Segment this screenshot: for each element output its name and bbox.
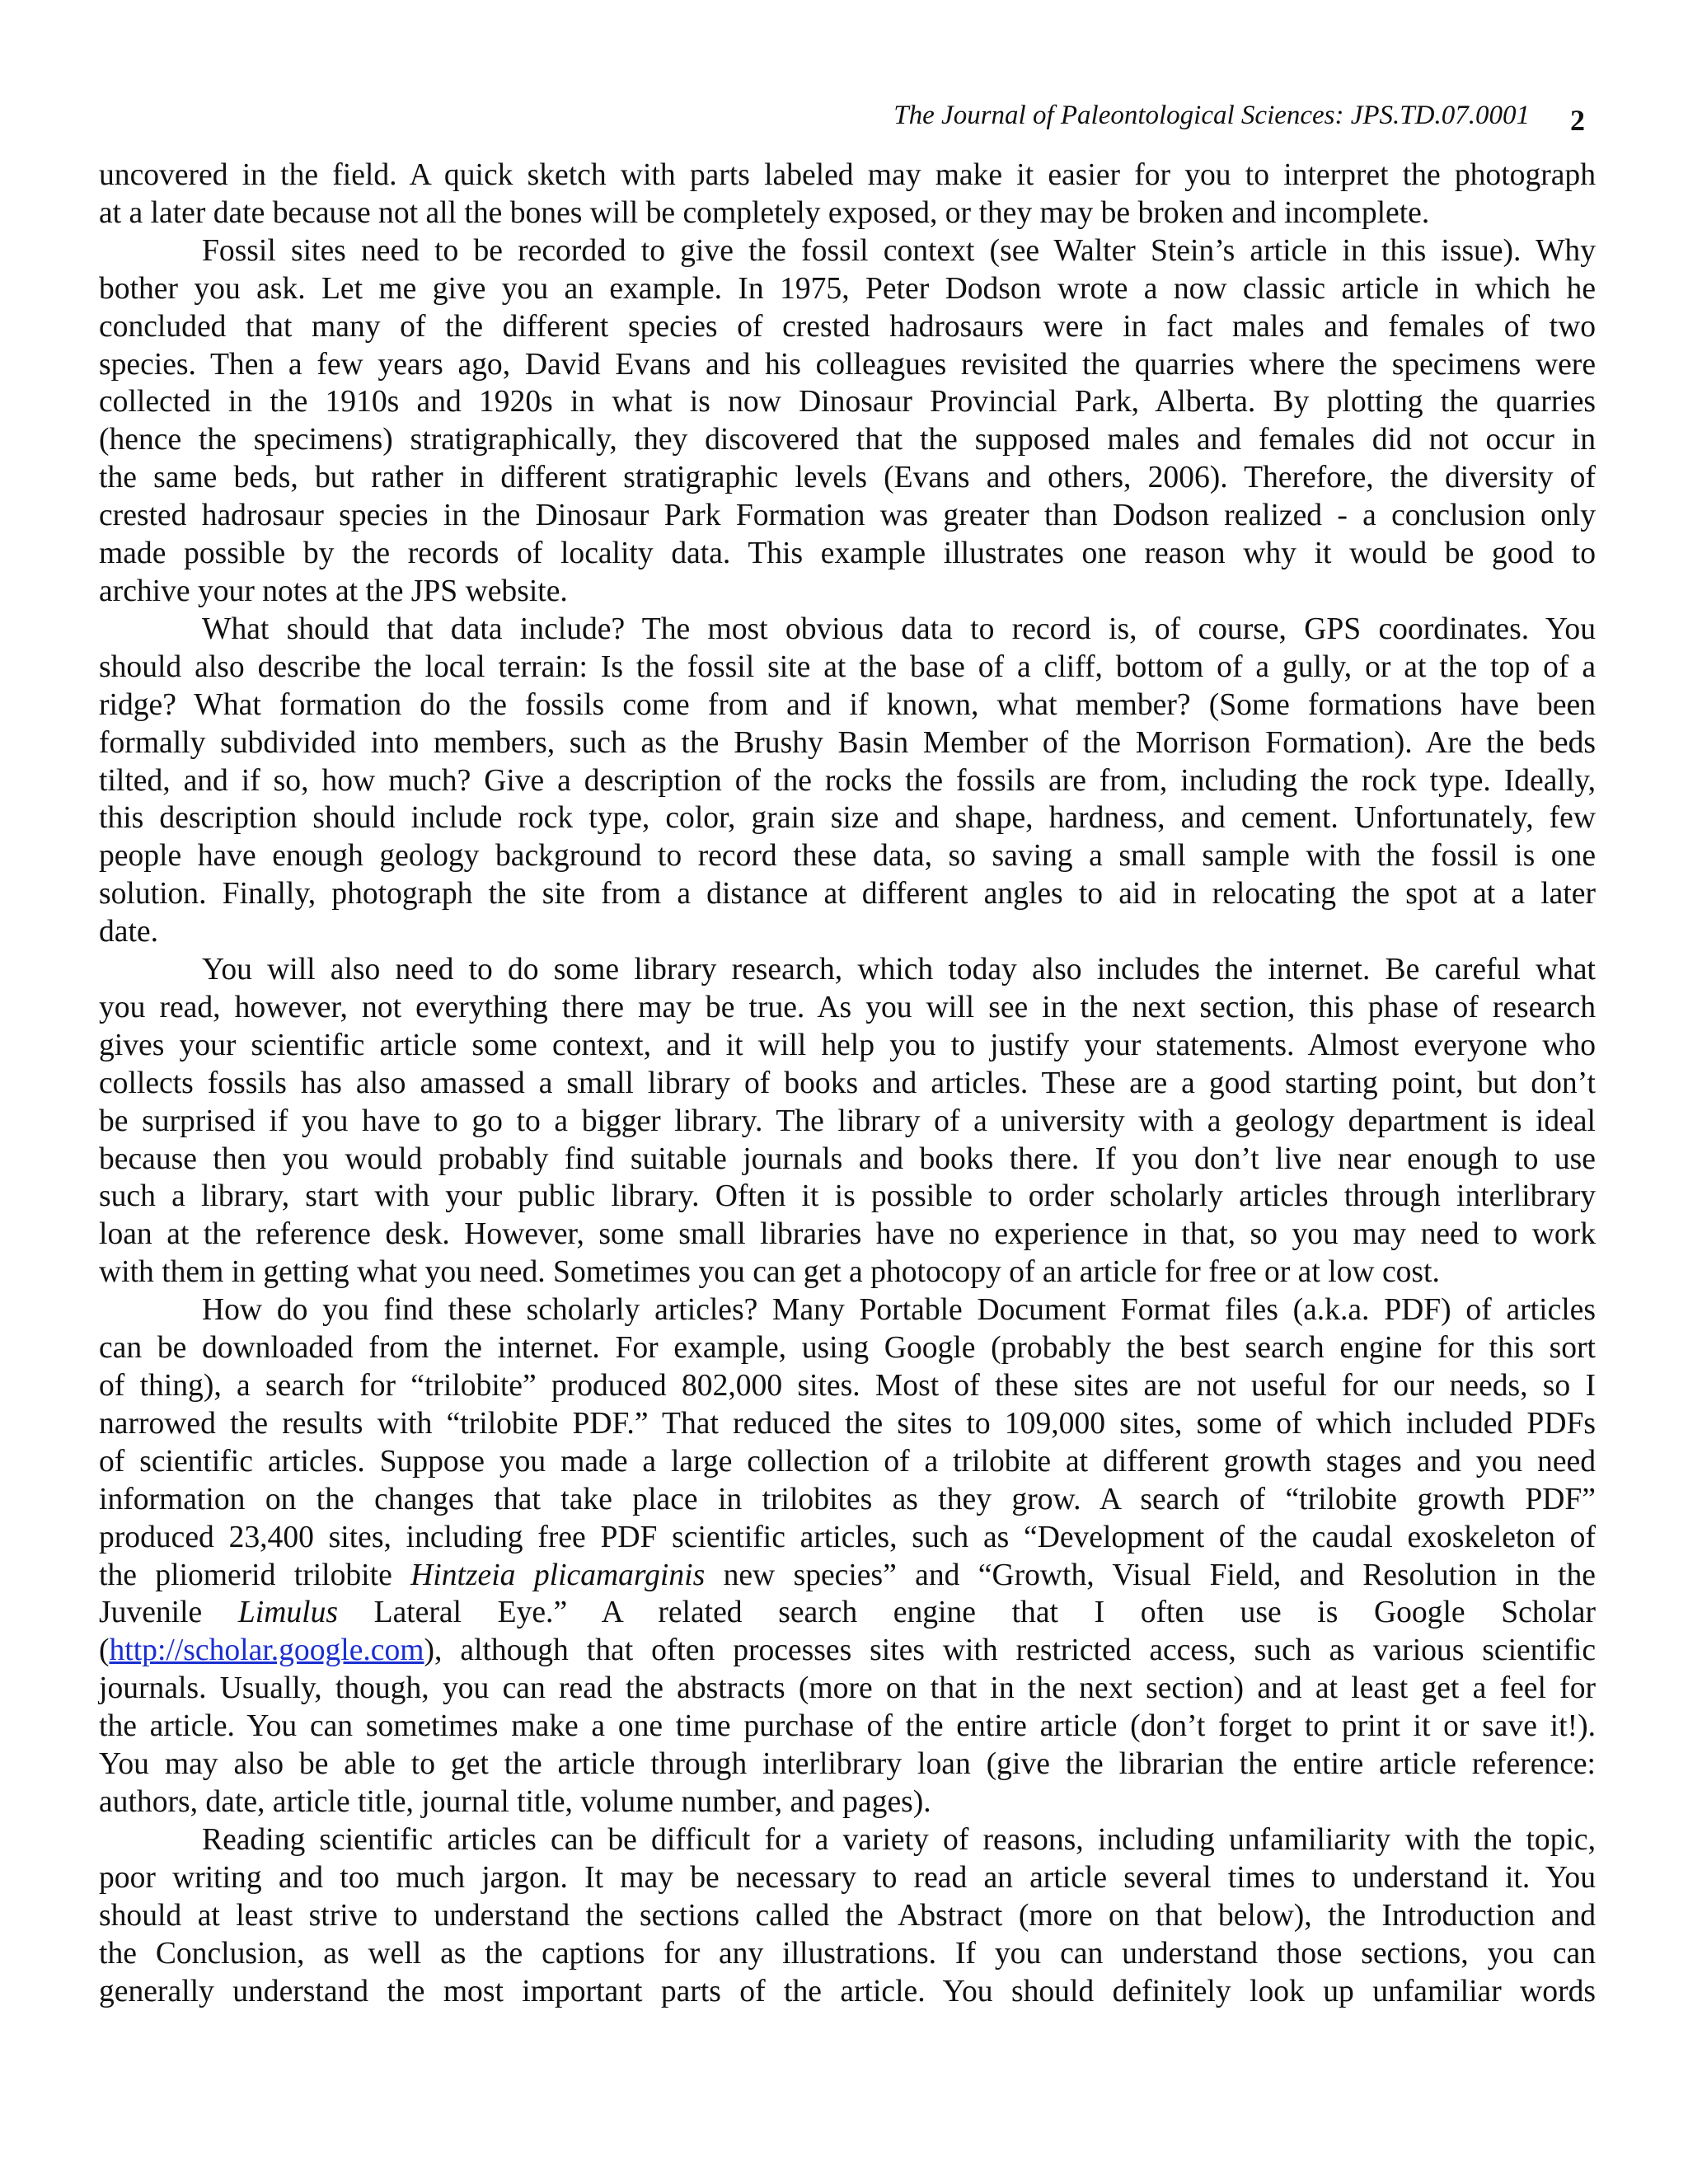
text-line: Reading scientific articles can be difficult for a variety of reasons, including unfamiliarity with the topic,: [202, 1822, 1596, 1857]
text-run: (: [99, 1633, 110, 1668]
text-line: Fossil sites need to be recorded to give the fossil context (see Walter Stein’s article in this issue). Why: [202, 233, 1596, 268]
text-line: solution. Finally, photograph the site from a distance at different angles to aid in relocating the spot at a later: [99, 877, 1596, 912]
paragraph-6: [99, 1821, 1596, 2011]
text-line: should also describe the local terrain: Is the fossil site at the base of a cliff, bottom of a gully, or at the top of a: [99, 649, 1596, 684]
paragraph-3: [99, 611, 1596, 951]
text-line: authors, date, article title, journal title, volume number, and pages).: [99, 1784, 931, 1819]
text-line: information on the changes that take place in trilobites as they grow. A search of “trilobite growth PDF”: [99, 1482, 1596, 1516]
text-line: of scientific articles. Suppose you made a large collection of a trilobite at different growth stages and you need: [99, 1444, 1596, 1479]
text-line: ridge? What formation do the fossils come from and if known, what member? (Some formations have been: [99, 687, 1596, 722]
text-line: produced 23,400 sites, including free PDF scientific articles, such as “Development of the caudal exoskeleton of: [99, 1520, 1596, 1554]
text-line: the article. You can sometimes make a one time purchase of the entire article (don’t forget to print it or save it!).: [99, 1709, 1596, 1744]
text-line: (hence the specimens) stratigraphically, they discovered that the supposed males and females did not occur in: [99, 423, 1596, 457]
text-line: gives your scientific article some context, and it will help you to justify your statements. Almost everyone who: [99, 1028, 1596, 1062]
text-line: journals. Usually, though, you can read the abstracts (more on that in the next section) and at least get a feel for: [99, 1671, 1596, 1706]
text-line: because then you would probably find suitable journals and books there. If you don’t live near enough to use: [99, 1141, 1596, 1176]
text-line: date.: [99, 915, 158, 949]
text-run: Lateral Eye.” A related search engine that I often use is Google Scholar: [337, 1596, 1596, 1630]
text-line: should at least strive to understand the sections called the Abstract (more on that below), the Introduction and: [99, 1898, 1596, 1933]
text-line-limulus: [99, 1594, 1596, 1632]
text-line: collects fossils has also amassed a small library of books and articles. These are a good starting point, but don’t: [99, 1066, 1596, 1100]
text-line-link: [99, 1632, 1596, 1670]
text-line: such a library, start with your public library. Often it is possible to order scholarly articles through interlibrary: [99, 1179, 1596, 1214]
text-line: uncovered in the field. A quick sketch with parts labeled may make it easier for you to interpret the photograph: [99, 158, 1596, 192]
text-line: concluded that many of the different species of crested hadrosaurs were in fact males and females of two: [99, 309, 1596, 344]
text-line: crested hadrosaur species in the Dinosaur Park Formation was greater than Dodson realized - a conclusion only: [99, 499, 1596, 533]
text-line: generally understand the most important parts of the article. You should definitely look up unfamiliar words: [99, 1974, 1596, 2008]
text-line: of thing), a search for “trilobite” produced 802,000 sites. Most of these sites are not useful for our needs, so I: [99, 1369, 1596, 1403]
text-line: you read, however, not everything there may be true. As you will see in the next section, this phase of research: [99, 990, 1596, 1024]
text-run: ), although that often processes sites with restricted access, such as various scientific: [424, 1633, 1596, 1668]
text-line: poor writing and too much jargon. It may be necessary to read an article several times to understand it. You: [99, 1860, 1596, 1895]
text-line: tilted, and if so, how much? Give a description of the rocks the fossils are from, including the rock type. Ideally,: [99, 763, 1596, 798]
text-line: formally subdivided into members, such as the Brushy Basin Member of the Morrison Formation). Are the beds: [99, 725, 1596, 760]
paragraph-5: [99, 1291, 1596, 1821]
text-run: the pliomerid trilobite: [99, 1558, 411, 1592]
genus-name-italic: Limulus: [237, 1596, 338, 1630]
text-line: be surprised if you have to go to a bigger library. The library of a university with a geology department is ideal: [99, 1104, 1596, 1138]
text-line: loan at the reference desk. However, some small libraries have no experience in that, so you may need to work: [99, 1217, 1596, 1252]
text-line: bother you ask. Let me give you an example. In 1975, Peter Dodson wrote a now classic article in which he: [99, 271, 1596, 306]
text-line: at a later date because not all the bones will be completely exposed, or they may be broken and incomplete.: [99, 195, 1430, 230]
body-text: [99, 157, 1596, 2010]
text-line: can be downloaded from the internet. For example, using Google (probably the best search engine for this sort: [99, 1331, 1596, 1366]
text-line: You will also need to do some library research, which today also includes the internet. Be careful what: [202, 953, 1596, 987]
text-run: Juvenile: [99, 1596, 238, 1630]
text-line: made possible by the records of locality data. This example illustrates one reason why it would be good to: [99, 537, 1596, 571]
text-line: How do you find these scholarly articles? Many Portable Document Format files (a.k.a. PDF) of articles: [202, 1293, 1596, 1328]
paragraph-2: [99, 232, 1596, 611]
paragraph-4: [99, 951, 1596, 1291]
text-line: collected in the 1910s and 1920s in what is now Dinosaur Provincial Park, Alberta. By plotting the quarries: [99, 385, 1596, 419]
text-line: with them in getting what you need. Sometimes you can get a photocopy of an article for free or at low cost.: [99, 1255, 1440, 1290]
text-run: new species” and “Growth, Visual Field, and Resolution in the: [705, 1558, 1596, 1592]
species-name-italic: Hintzeia plicamarginis: [410, 1558, 706, 1592]
text-line: the same beds, but rather in different stratigraphic levels (Evans and others, 2006). Therefore, the diversity of: [99, 461, 1596, 495]
text-line: archive your notes at the JPS website.: [99, 574, 568, 608]
page-number: 2: [1570, 104, 1585, 137]
text-line: You may also be able to get the article through interlibrary loan (give the librarian the entire article reference:: [99, 1747, 1596, 1782]
text-line: people have enough geology background to record these data, so saving a small sample with the fossil is one: [99, 839, 1596, 874]
text-line: this description should include rock type, color, grain size and shape, hardness, and cement. Unfortunately, few: [99, 801, 1596, 836]
text-line: the Conclusion, as well as the captions for any illustrations. If you can understand those sections, you can: [99, 1936, 1596, 1971]
paragraph-1: [99, 157, 1596, 232]
running-header: The Journal of Paleontological Sciences: JPS.TD.07.0001: [893, 101, 1530, 130]
text-line: What should that data include? The most obvious data to record is, of course, GPS coordinates. You: [202, 612, 1596, 646]
text-line: species. Then a few years ago, David Evans and his colleagues revisited the quarries where the specimens were: [99, 347, 1596, 382]
google-scholar-link[interactable]: http://scholar.google.com: [109, 1633, 424, 1668]
text-line-hintzeia: [99, 1557, 1596, 1595]
text-line: narrowed the results with “trilobite PDF.” That reduced the sites to 109,000 sites, some of which included PDFs: [99, 1406, 1596, 1441]
